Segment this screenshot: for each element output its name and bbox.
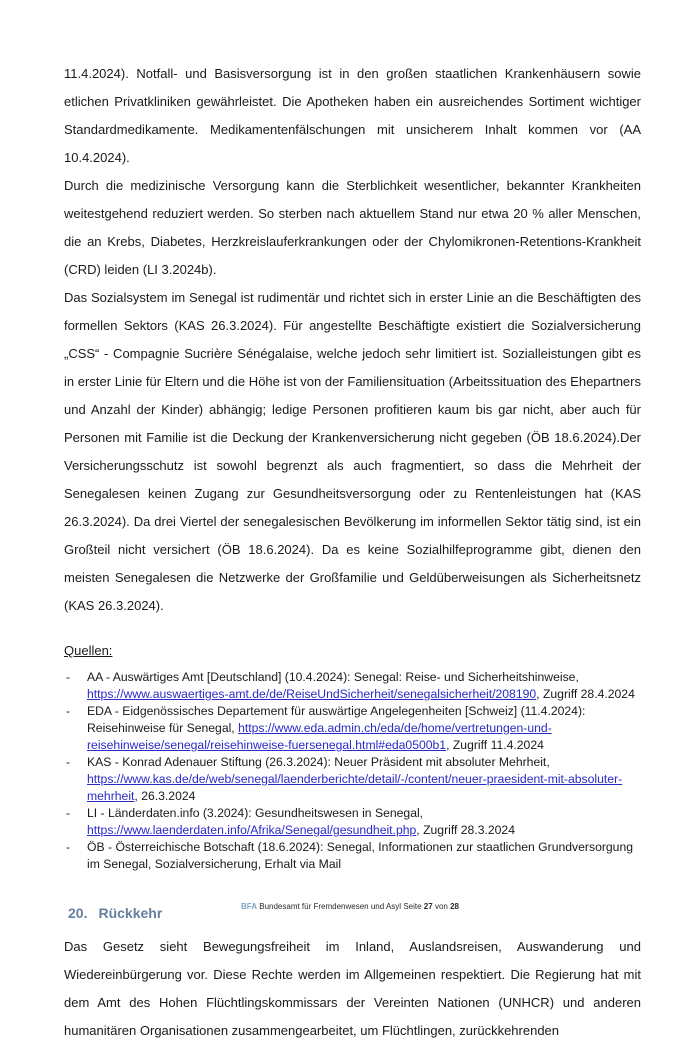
source-text: KAS - Konrad Adenauer Stiftung (26.3.2024): Neuer Präsident mit absoluter Mehrheit, (87, 755, 550, 769)
source-text: , Zugriff 28.3.2024 (416, 823, 515, 837)
footer-of-label: von (434, 902, 448, 911)
paragraph-medical-care: 11.4.2024). Notfall- und Basisversorgung ist in den großen staatlichen Krankenhäusern sowie etlichen Privatkliniken gewährleistet. Die Apotheken haben ein ausreichendes Sortiment wichtiger Standardmedikamente. Medikamentenfälschungen mit unsicherem Inhalt kommen vor (AA 10.4.2024). (64, 66, 641, 165)
sources-list (64, 669, 641, 873)
page-footer (0, 901, 700, 913)
source-item (64, 839, 641, 873)
source-hyperlink[interactable]: https://www.auswaertiges-amt.de/de/ReiseUndSicherheit/senegalsicherheit/208190 (87, 687, 537, 701)
footer-page-label: Seite (403, 902, 422, 911)
source-item (64, 703, 641, 754)
bullet-dash: - (66, 755, 71, 769)
bullet-dash: - (66, 840, 71, 854)
source-text: , 26.3.2024 (134, 789, 196, 803)
section-title: Rückkehr (98, 905, 163, 921)
source-text: LI - Länderdaten.info (3.2024): Gesundheitswesen in Senegal, (87, 806, 424, 820)
footer-page-total: 28 (450, 902, 459, 911)
footer-brand-logo: BFA (241, 902, 257, 911)
page-content (64, 60, 641, 1045)
source-text: ÖB - Österreichische Botschaft (18.6.2024): Senegal, Informationen zur staatlichen Grundversorgung im Senegal, Sozialversicherung, Erhalt via Mail (87, 840, 634, 871)
paragraph-mortality: Durch die medizinische Versorgung kann die Sterblichkeit wesentlicher, bekannter Krankheiten weitestgehend reduziert werden. So sterben nach aktuellem Stand nur etwa 20 % aller Menschen, die an Krebs, Diabetes, Herzkreislauferkrankungen oder der Chylomikronen-Retentions-Krankheit (CRD) leiden (LI 3.2024b). (64, 178, 641, 277)
footer-page-current: 27 (423, 902, 433, 911)
bullet-dash: - (66, 704, 71, 718)
bullet-dash: - (66, 670, 71, 684)
sources-heading (64, 642, 641, 659)
sources-heading-label: Quellen: (64, 643, 113, 658)
source-text: , Zugriff 28.4.2024 (536, 687, 635, 701)
source-item (64, 805, 641, 839)
source-item (64, 754, 641, 805)
section-number: 20. (68, 905, 88, 921)
source-hyperlink[interactable]: https://www.laenderdaten.info/Afrika/Senegal/gesundheit.php (87, 823, 417, 837)
bullet-dash: - (66, 806, 71, 820)
source-hyperlink[interactable]: https://www.kas.de/de/web/senegal/laenderberichte/detail/-/content/neuer-praesident-mit-absoluter-mehrheit (87, 772, 623, 803)
source-text: , Zugriff 11.4.2024 (446, 738, 544, 752)
paragraph-social-system: Das Sozialsystem im Senegal ist rudimentär und richtet sich in erster Linie an die Beschäftigten des formellen Sektors (KAS 26.3.2024). Für angestellte Beschäftigte existiert die Sozialversicherung „CSS“ - Compagnie Sucrière Sénégalaise, welche jedoch sehr limitiert ist. Sozialleistungen gibt es in erster Linie für Eltern und die Höhe ist von der Familiensituation (Arbeitssituation des Ehepartners und Anzahl der Kinder) abhängig; ledige Personen profitieren kaum bis gar nicht, aber auch für Personen mit Familie ist die Deckung der Krankenversicherung nicht gegeben (ÖB 18.6.2024).Der Versicherungsschutz ist sowohl begrenzt als auch fragmentiert, so dass die Mehrheit der Senegalesen keinen Zugang zur Gesundheitsversorgung oder zu Rentenleistungen hat (KAS 26.3.2024). Da drei Viertel der senegalesischen Bevölkerung im informellen Sektor tätig sind, ist ein Großteil nicht versichert (ÖB 18.6.2024). Da es keine Sozialhilfeprogramme gibt, dienen den meisten Senegalesen die Netzwerke der Großfamilie und Geldüberweisungen als Sicherheitsnetz (KAS 26.3.2024). (64, 290, 641, 613)
source-item (64, 669, 641, 703)
source-hyperlink[interactable]: https://www.eda.admin.ch/eda/de/home/vertretungen-und-reisehinweise/senegal/reisehinweise-fuersenegal.html#eda0500b1 (87, 721, 552, 752)
source-text: AA - Auswärtiges Amt [Deutschland] (10.4.2024): Senegal: Reise- und Sicherheitshinweise, (87, 670, 579, 684)
footer-org-name: Bundesamt für Fremdenwesen und Asyl (259, 902, 402, 911)
paragraph-return: Das Gesetz sieht Bewegungsfreiheit im Inland, Auslandsreisen, Auswanderung und Wiedereinbürgerung vor. Diese Rechte werden im Allgemeinen respektiert. Die Regierung hat mit dem Amt des Hohen Flüchtlingskommissars der Vereinten Nationen (UNHCR) und anderen humanitären Organisationen zusammengearbeitet, um Flüchtlingen, zurückkehrenden (64, 939, 641, 1038)
source-text: EDA - Eidgenössisches Departement für auswärtige Angelegenheiten [Schweiz] (11.4.2024): Reisehinweise für Senegal, (87, 704, 586, 735)
